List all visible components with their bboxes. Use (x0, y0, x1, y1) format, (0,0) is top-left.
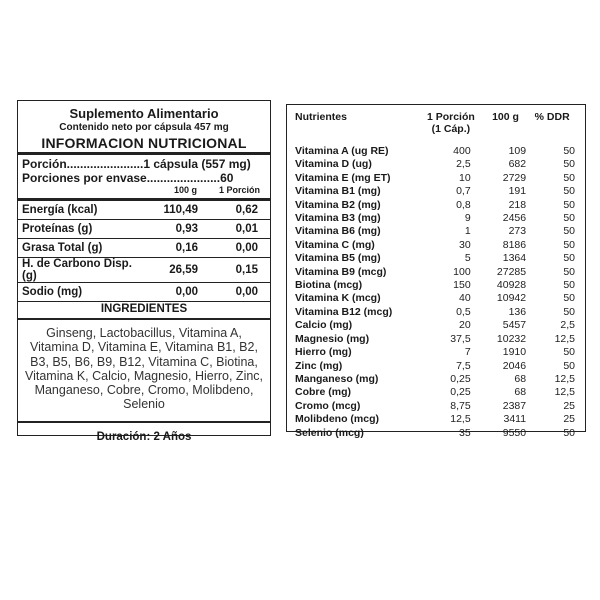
row-per100-value: 273 (508, 225, 527, 238)
row-portion-value: 0,25 (450, 386, 471, 399)
row-ddr-value: 25 (563, 413, 575, 426)
row-portion-value: 0,25 (450, 372, 471, 385)
row-per100-value: 1910 (502, 346, 527, 359)
row-nutrient-name: Cromo (mcg) (295, 399, 361, 412)
nutrient-portion: 0,00 (235, 286, 258, 298)
row-ddr-value: 50 (563, 171, 575, 184)
row-ddr-value: 50 (563, 225, 575, 238)
nutrient-name: Energía (kcal) (18, 201, 144, 220)
table-row (295, 319, 577, 332)
nutrient-portion: 0,00 (202, 239, 270, 258)
net-content: Contenido neto por cápsula 457 mg (59, 122, 229, 133)
row-portion-value: 8,75 (450, 399, 471, 412)
row-ddr-value: 50 (563, 292, 575, 305)
table-row (295, 427, 577, 440)
duration: Duración: 2 Años (96, 430, 192, 443)
row-ddr-value: 50 (563, 185, 575, 198)
row-portion-value: 2,5 (456, 158, 471, 171)
table-row (295, 346, 577, 359)
row-nutrient-name: Vitamina D (ug) (295, 158, 372, 171)
table-row (295, 185, 577, 198)
header-ddr: % DDR (534, 111, 570, 123)
row-nutrient-name: Selenio (mcg) (295, 426, 364, 439)
row-nutrient-name: Cobre (mg) (295, 386, 351, 399)
table-row (295, 279, 577, 292)
row-per100-value: 68 (514, 386, 527, 399)
row-per100-value: 10942 (496, 292, 527, 305)
row-portion-value: 12,5 (450, 413, 471, 426)
table-row (295, 266, 577, 279)
nutrient-name: Grasa Total (g) (18, 239, 144, 258)
table-row (295, 212, 577, 225)
row-ddr-value: 50 (563, 359, 575, 372)
row-nutrient-name: Zinc (mg) (295, 359, 343, 372)
serving-size: Porción.......................1 cápsula (557 mg) (22, 157, 251, 171)
row-nutrient-name: Vitamina B3 (mg) (295, 212, 381, 225)
table-row (295, 158, 577, 171)
row-per100-value: 9550 (502, 426, 527, 439)
table-row (295, 413, 577, 426)
micronutrient-table (295, 145, 577, 440)
table-row (295, 239, 577, 252)
nutrient-name: Sodio (mg) (22, 286, 83, 298)
nutrient-portion: 0,01 (202, 220, 270, 239)
nutrition-label-panel (17, 100, 271, 443)
servings-per-container: Porciones por envase......................60 (22, 171, 234, 185)
row-per100-value: 109 (508, 145, 527, 157)
row-per100-value: 27285 (496, 265, 527, 278)
row-nutrient-name: Vitamina B2 (mg) (295, 198, 381, 211)
row-portion-value: 37,5 (450, 332, 471, 345)
row-ddr-value: 2,5 (560, 319, 575, 332)
row-nutrient-name: Magnesio (mg) (295, 332, 370, 345)
row-portion-value: 150 (453, 279, 471, 292)
col-portion-header: 1 Porción (218, 185, 260, 195)
table-row (295, 373, 577, 386)
nutrient-row (18, 201, 270, 220)
table-row (295, 292, 577, 305)
nutrition-info-title: INFORMACION NUTRICIONAL (41, 135, 247, 151)
nutrient-per100: 110,49 (144, 201, 202, 220)
row-per100-value: 5457 (502, 319, 527, 332)
row-ddr-value: 12,5 (554, 332, 575, 345)
row-nutrient-name: Vitamina B9 (mcg) (295, 265, 387, 278)
row-ddr-value: 50 (563, 279, 575, 292)
row-ddr-value: 50 (563, 305, 575, 318)
row-portion-value: 100 (453, 265, 471, 278)
ingredients-text: Ginseng, Lactobacillus, Vitamina A, Vitamina D, Vitamina E, Vitamina B1, B2, B3, B5, B6, B9, B12, Vitamina C, Biotina, Vitamina K, Calcio, Magnesio, Hierro, Zinc, Manganeso, Cobre, Cromo, Molibdeno, Selenio (24, 326, 264, 412)
row-per100-value: 2387 (502, 399, 527, 412)
table-row (295, 360, 577, 373)
row-ddr-value: 50 (563, 198, 575, 211)
row-nutrient-name: Vitamina C (mg) (295, 238, 375, 251)
nutrient-per100: 0,16 (144, 239, 202, 258)
table-row (295, 199, 577, 212)
nutrient-name: H. de Carbono Disp. (g) (18, 258, 144, 283)
nutrient-row (18, 220, 270, 239)
row-portion-value: 7 (464, 346, 471, 359)
row-per100-value: 682 (508, 158, 527, 171)
ingredients-title: INGREDIENTES (100, 303, 188, 315)
row-ddr-value: 50 (563, 346, 575, 359)
nutrient-table (18, 201, 270, 301)
row-per100-value: 2046 (502, 359, 527, 372)
nutrient-per100: 0,00 (175, 286, 198, 298)
row-ddr-value: 50 (563, 158, 575, 171)
nutrient-portion: 0,15 (202, 258, 270, 283)
row-per100-value: 191 (508, 185, 527, 198)
nutrient-row (18, 239, 270, 258)
label-header (18, 101, 270, 151)
row-ddr-value: 12,5 (554, 386, 575, 399)
row-nutrient-name: Biotina (mcg) (295, 279, 363, 292)
table-row (295, 172, 577, 185)
row-nutrient-name: Vitamina A (ug RE) (295, 145, 389, 157)
row-per100-value: 40928 (496, 279, 527, 292)
row-ddr-value: 25 (563, 399, 575, 412)
row-nutrient-name: Calcio (mg) (295, 319, 353, 332)
nutrient-per100: 0,93 (144, 220, 202, 239)
row-per100-value: 3411 (503, 413, 527, 426)
row-per100-value: 2456 (502, 212, 527, 225)
serving-info (18, 155, 270, 185)
row-per100-value: 8186 (502, 238, 527, 251)
label-column-headers (18, 185, 270, 197)
col-100g-header: 100 g (173, 185, 197, 195)
header-portion (418, 111, 484, 145)
table-row (295, 306, 577, 319)
header-nutrients: Nutrientes (295, 111, 347, 123)
row-ddr-value: 50 (563, 238, 575, 251)
row-nutrient-name: Vitamina B6 (mg) (295, 225, 381, 238)
row-nutrient-name: Vitamina B1 (mg) (295, 185, 381, 198)
row-nutrient-name: Molibdeno (mcg) (295, 413, 379, 426)
row-portion-value: 35 (458, 426, 471, 439)
nutrient-name: Proteínas (g) (18, 220, 144, 239)
label-title: Suplemento Alimentario (69, 106, 219, 121)
row-nutrient-name: Hierro (mg) (295, 346, 352, 359)
row-portion-value: 7,5 (456, 359, 471, 372)
row-per100-value: 1364 (502, 252, 527, 265)
table-row (295, 225, 577, 238)
row-nutrient-name: Vitamina E (mg ET) (295, 171, 391, 184)
header-100g: 100 g (492, 111, 519, 123)
row-per100-value: 2729 (502, 171, 527, 184)
table-row (295, 386, 577, 399)
row-ddr-value: 50 (563, 212, 575, 225)
header-portion-line2: (1 Cáp.) (431, 123, 471, 135)
row-nutrient-name: Vitamina B12 (mcg) (295, 305, 393, 318)
row-portion-value: 30 (458, 238, 471, 251)
table-row (295, 400, 577, 413)
row-nutrient-name: Vitamina K (mcg) (295, 292, 381, 305)
row-portion-value: 400 (453, 145, 471, 157)
row-portion-value: 0,7 (456, 185, 471, 198)
micronutrient-table-panel (286, 104, 586, 439)
row-portion-value: 0,8 (456, 198, 471, 211)
row-per100-value: 136 (508, 305, 527, 318)
row-portion-value: 10 (458, 171, 471, 184)
row-ddr-value: 50 (563, 252, 575, 265)
nutrient-per100: 26,59 (144, 258, 202, 283)
table-header (295, 111, 577, 145)
row-portion-value: 9 (464, 212, 471, 225)
row-portion-value: 40 (458, 292, 471, 305)
row-portion-value: 20 (458, 319, 471, 332)
row-ddr-value: 50 (563, 426, 575, 439)
header-portion-line1: 1 Porción (426, 111, 475, 123)
row-per100-value: 10232 (496, 332, 527, 345)
row-ddr-value: 50 (563, 265, 575, 278)
row-per100-value: 68 (514, 372, 527, 385)
nutrient-row (18, 283, 270, 302)
nutrient-portion: 0,62 (202, 201, 270, 220)
row-ddr-value: 50 (563, 145, 575, 157)
row-per100-value: 218 (508, 198, 527, 211)
table-row (295, 333, 577, 346)
row-portion-value: 1 (464, 225, 471, 238)
row-nutrient-name: Manganeso (mg) (295, 372, 379, 385)
table-row (295, 145, 577, 158)
row-portion-value: 5 (464, 252, 471, 265)
row-portion-value: 0,5 (456, 305, 471, 318)
row-nutrient-name: Vitamina B5 (mg) (295, 252, 381, 265)
table-row (295, 252, 577, 265)
row-ddr-value: 12,5 (554, 372, 575, 385)
nutrient-row (18, 258, 270, 283)
